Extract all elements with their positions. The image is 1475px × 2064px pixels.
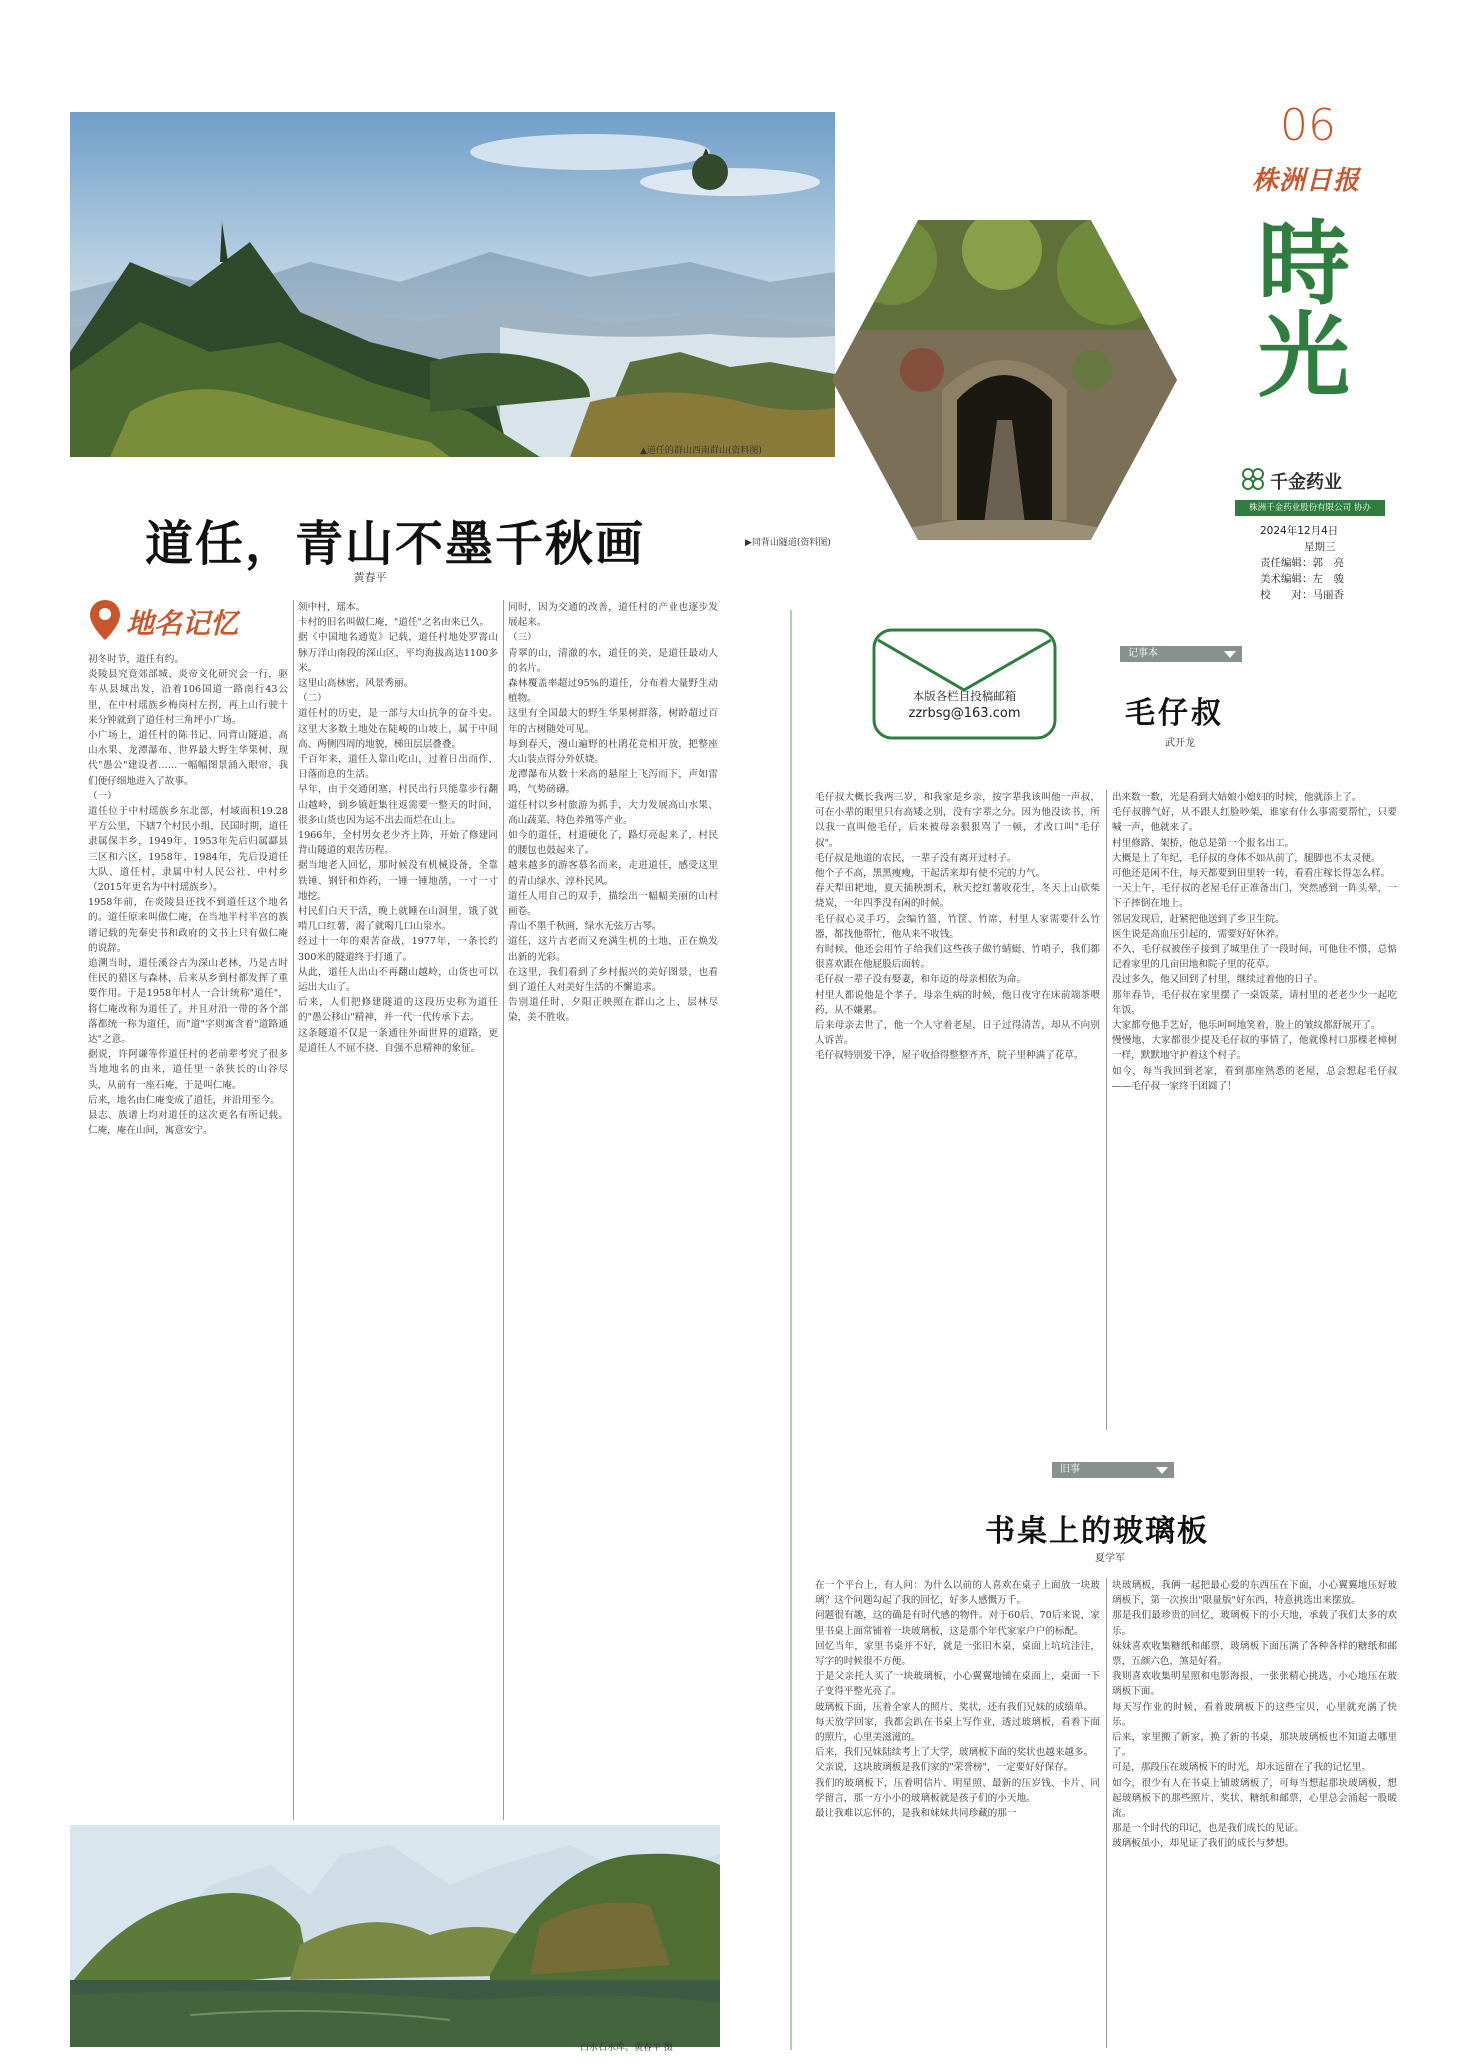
section-title: 時光 [1243, 215, 1351, 399]
mountain-landscape-image [70, 112, 835, 457]
article3-author: 夏学军 [1095, 1553, 1125, 1564]
issue-date: 2024年12月4日 [1260, 525, 1339, 537]
article2-tag: 记事本 [1120, 646, 1242, 662]
bottom-photo-caption: 白水石水库。黄春平 摄 [580, 2043, 673, 2053]
submission-mailbox [872, 628, 1057, 740]
sponsor-name: 千金药业 [1270, 472, 1342, 493]
designer-credit: 美术编辑：左 骏 [1260, 573, 1344, 585]
article3-tag: 旧事 [1052, 1462, 1174, 1478]
proofreader-credit: 校 对：马丽香 [1260, 589, 1344, 601]
tunnel-photo-caption: ▶同背山隧道(资料图) [745, 538, 831, 548]
article2-title: 毛仔叔 [1125, 696, 1224, 731]
sponsor-line: 株洲千金药业股份有限公司 协办 [1235, 500, 1385, 516]
top-landscape-photo [70, 112, 835, 457]
mailbox-label: 本版各栏目投稿邮箱 [912, 689, 1017, 703]
article3-col2: 块玻璃板，我俩一起把最心爱的东西压在下面，小心翼翼地压好玻璃板下，第一次挨出"限量版"好东西，特意挑选出来摆放。 那是我们最珍贵的回忆，玻璃板下的小天地，承载了我们太多的欢乐。 妹妹喜欢收集糖纸和邮票，玻璃板下面压满了各种各样的糖纸和邮票，五颜六色，煞是好看。 我则喜欢收集明星照和电影海报，一张张精心挑选，小心地压在玻璃板下面。 每天写作业的时候，看着玻璃板下的这些宝贝，心里就充满了快乐。 后来，家里搬了新家，换了新的书桌，那块玻璃板也不知道去哪里了。 可是，那段压在玻璃板下的时光，却永远留在了我的记忆里。 如今，很少有人在书桌上铺玻璃板了，可每当想起那块玻璃板，想起玻璃板下的那些照片、奖状、糖纸和邮票，心里总会涌起一股暖流。 那是一个时代的印记，也是我们成长的见证。 玻璃板虽小，却见证了我们的成长与梦想。 [1112, 1580, 1397, 1850]
article1-col1: 初冬时节，道任有约。 炎陵县究竟郊部城、炎帝文化研究会一行，驱车从县城出发，沿着106国道一路南行43公里，在中村瑶族乡梅岗村左拐，再上山行驶十来分钟就到了道任村三角坪小广场。 小广场上，道任村的陈书记、同背山隧道、高山水果、龙潭瀑布、世界最大野生华果树、现代"愚公"建设者……一幅幅图景涌入眼帘，我们便仔细地进入了故事。 （一） 道任位于中村瑶族乡东北部，村域面积19.28平方公里，下辖7个村民小组，民国时期，道任隶属保丰乡，1949年、1953年先后归属酃县三区和六区，1958年、1984年，先后设道任大队、道任村，隶属中村人民公社、中村乡（2015年更名为中村瑶族乡）。 1958年前，在炎陵县还找不到道任这个地名的。道任原来叫做仁庵，在当地半村半宫的族谱记载的先秦史书和政府的文书上只有做仁庵的说辞。 追溯当时，道任溪谷古为深山老林，乃是古时住民的猎区与森林，后来从乡到村都发挥了重要作用。于是1958年村人一合计统称"道任"，将仁庵改称为道任了，并且对沿一带的各个部落都统一称为道任，而"道"字则寓含着"道路通达"之意。 据说，许阿谦等作道任村的老前辈考究了很多当地地名的由来，道任里一条狭长的山谷尽头，从前有一座石庵，于是叫仁庵。 后来，地名由仁庵变成了道任，并沿用至今。 县志、族谱上均对道任的这次更名有所记载。仁庵，庵在山间，寓意安宁。 [88, 654, 288, 1137]
sponsor-logo-icon [1240, 466, 1266, 492]
column-tag-label: 地名记忆 [126, 607, 239, 640]
tunnel-photo [832, 220, 1177, 540]
issue-info [1260, 523, 1344, 603]
article3-col1: 在一个平台上，有人问：为什么以前的人喜欢在桌子上面放一块玻璃？这个问题勾起了我的回忆，好多人感慨万千。 问题很有趣，这的确是有时代感的物件。对于60后、70后来说，家里书桌上面常铺着一块玻璃板，这是那个年代家家户户的标配。 回忆当年，家里书桌并不好，就是一张旧木桌，桌面上坑坑洼洼，写字的时候很不方便。 于是父亲托人买了一块玻璃板，小心翼翼地铺在桌面上，桌面一下子变得平整光亮了。 玻璃板下面，压着全家人的照片、奖状，还有我们兄妹的成绩单。 每天放学回家，我都会趴在书桌上写作业，透过玻璃板，看着下面的照片，心里美滋滋的。 后来，我们兄妹陆续考上了大学，玻璃板下面的奖状也越来越多。 父亲说，这块玻璃板是我们家的"荣誉榜"，一定要好好保存。 我们的玻璃板下，压着明信片、明星照、最新的压岁钱、卡片、同学留言，那一方小小的玻璃板就是孩子们的小天地。 最让我难以忘怀的，是我和妹妹共同珍藏的那一 [815, 1580, 1100, 1820]
bottom-reservoir-photo [70, 1825, 720, 2047]
reservoir-image [70, 1825, 720, 2047]
location-pin-icon [88, 598, 122, 642]
divider [503, 600, 504, 1820]
tunnel-image [832, 220, 1177, 540]
mailbox-email[interactable]: zzrbsg@163.com [908, 706, 1021, 721]
page-number: 06 [1280, 100, 1336, 151]
article2-author: 武开龙 [1165, 738, 1195, 749]
article1-author: 黄春平 [353, 571, 387, 584]
divider [1106, 790, 1107, 1430]
article1-col3: 同时，因为交通的改善，道任村的产业也逐步发展起来。 （三） 青翠的山，清澈的水，道任的美，是道任最动人的名片。 森林覆盖率超过95%的道任，分布着大量野生动植物。 这里有全国最大的野生华果树群落，树龄超过百年的古树随处可见。 每到春天，漫山遍野的杜鹃花竞相开放，把整座大山装点得分外妖娆。 龙潭瀑布从数十米高的悬崖上飞泻而下，声如雷鸣，气势磅礴。 道任村以乡村旅游为抓手，大力发展高山水果、高山蔬菜、特色养殖等产业。 如今的道任，村道硬化了，路灯亮起来了，村民的腰包也鼓起来了。 越来越多的游客慕名而来，走进道任，感受这里的青山绿水、淳朴民风。 道任人用自己的双手，描绘出一幅幅美丽的山村画卷。 青山不墨千秋画，绿水无弦万古琴。 道任，这片古老而又充满生机的土地，正在焕发出新的光彩。 在这里，我们看到了乡村振兴的美好图景，也看到了道任人对美好生活的不懈追求。 告别道任时，夕阳正映照在群山之上，层林尽染，美不胜收。 [508, 602, 718, 1024]
article3-title: 书桌上的玻璃板 [985, 1514, 1209, 1549]
article1-title: 道任，青山不墨千秋画 [145, 516, 646, 572]
editor-credit: 责任编辑：郭 亮 [1260, 557, 1344, 569]
issue-weekday: 星期三 [1304, 541, 1336, 553]
column-tag-badge [88, 598, 263, 642]
article2-col1: 毛仔叔大概长我两三岁，和我家是乡亲，按字辈我该叫他一声叔，可在小辈的眼里只有高矮之别，没有字辈之分。因为他没读书，所以我一直叫他毛仔，后来被母亲狠狠骂了一顿，才改口叫"毛仔叔"。 毛仔叔是地道的农民，一辈子没有离开过村子。 他个子不高，黑黑瘦瘦，干起活来却有使不完的力气。 春天犁田耙地，夏天插秧割禾，秋天挖红薯收花生，冬天上山砍柴烧炭，一年四季没有闲的时候。 毛仔叔心灵手巧，会编竹篮、竹筐、竹席，村里人家需要什么竹器，都找他帮忙，他从来不收钱。 有时候，他还会用竹子给我们这些孩子做竹蜻蜓、竹哨子，我们都很喜欢跟在他屁股后面转。 毛仔叔一辈子没有娶妻，和年迈的母亲相依为命。 村里人都说他是个孝子，母亲生病的时候，他日夜守在床前端茶喂药，从不嫌累。 后来母亲去世了，他一个人守着老屋，日子过得清苦，却从不向别人诉苦。 毛仔叔特别爱干净，屋子收拾得整整齐齐，院子里种满了花草。 [815, 792, 1100, 1062]
divider [1106, 1578, 1107, 2048]
article2-col2: 出来数一数，光是看到大姑娘小媳妇的时候，他就添上了。 毛仔叔脾气好，从不跟人红脸吵架，谁家有什么事需要帮忙，只要喊一声，他就来了。 村里修路、架桥，他总是第一个报名出工。 大概是上了年纪，毛仔叔的身体不如从前了，腿脚也不太灵便。 可他还是闲不住，每天都要到田里转一转，看看庄稼长得怎么样。 一天上午，毛仔叔的老屋毛仔正准备出门，突然感到一阵头晕，一下子摔倒在地上。 邻居发现后，赶紧把他送到了乡卫生院。 医生说是高血压引起的，需要好好休养。 不久，毛仔叔被侄子接到了城里住了一段时间，可他住不惯，总惦记着家里的几亩田地和院子里的花草。 没过多久，他又回到了村里，继续过着他的日子。 那年春节，毛仔叔在家里摆了一桌饭菜，请村里的老老少少一起吃年饭。 大家都夸他手艺好，他乐呵呵地笑着，脸上的皱纹都舒展开了。 慢慢地，大家都很少提及毛仔叔的事情了，他就像村口那棵老樟树一样，默默地守护着这个村子。 如今，每当我回到老家，看到那座熟悉的老屋，总会想起毛仔叔——毛仔叔一家终于团圆了！ [1112, 792, 1397, 1092]
envelope-icon [872, 628, 1057, 740]
newspaper-name: 株洲日报 [1252, 166, 1361, 196]
section-divider-line [790, 610, 792, 2050]
article1-col2: 领中村，瑶本。 卡村的旧名叫做仁庵，"道任"之名由来已久。 据《中国地名通览》记载，道任村地处罗霄山脉万洋山南段的深山区，平均海拔高达1100多米。 这里山高林密，风景秀丽。 （二） 道任村的历史，是一部与大山抗争的奋斗史。这里大多数土地处在陡峻的山坡上，属于中间高、两侧四周的地貌，梯田层层叠叠。 千百年来，道任人靠山吃山，过着日出而作、日落而息的生活。 早年，由于交通闭塞，村民出行只能靠步行翻山越岭，到乡镇赶集往返需要一整天的时间，很多山货也因为运不出去而烂在山上。 1966年，全村男女老少齐上阵，开始了修建同背山隧道的艰苦历程。 据当地老人回忆，那时候没有机械设备，全靠铁锤、钢钎和炸药，一锤一锤地凿，一寸一寸地挖。 村民们白天干活，晚上就睡在山洞里，饿了就啃几口红薯，渴了就喝几口山泉水。 经过十一年的艰苦奋战，1977年，一条长约300米的隧道终于打通了。 从此，道任人出山不再翻山越岭，山货也可以运出大山了。 后来，人们把修建隧道的这段历史称为道任的"愚公移山"精神，并一代一代传承下去。 这条隧道不仅是一条通往外面世界的道路，更是道任人不屈不挠、自强不息精神的象征。 [298, 602, 498, 1054]
divider [293, 600, 294, 1820]
top-photo-caption: ▲道任的群山西南群山(资料图) [640, 446, 762, 456]
